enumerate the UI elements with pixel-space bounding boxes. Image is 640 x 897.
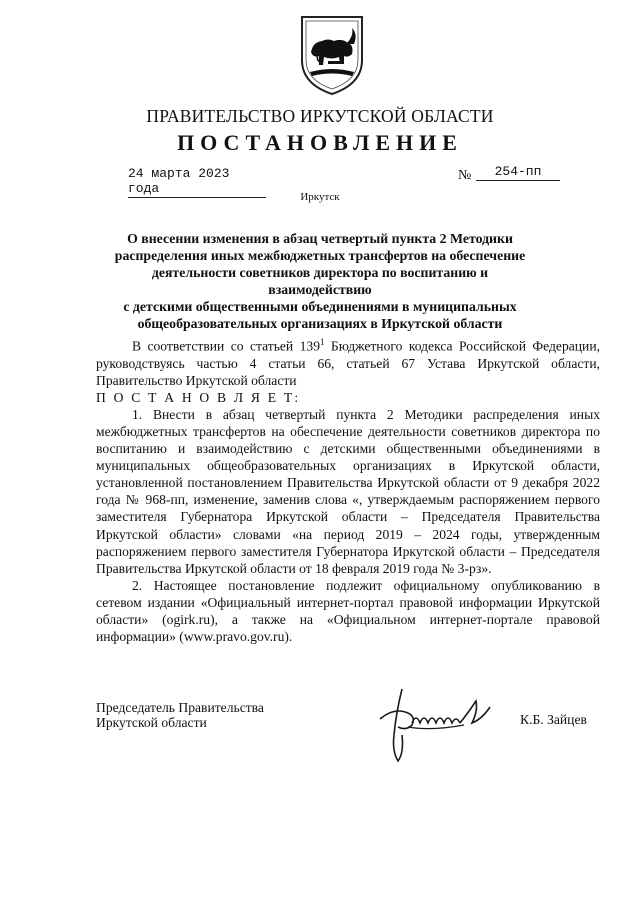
heading-line: общеобразовательных организациях в Иркутской области	[137, 316, 503, 331]
signatory-position	[96, 700, 264, 730]
preamble-paragraph	[96, 334, 600, 389]
position-line: Иркутской области	[96, 715, 207, 730]
item-1-paragraph: 1. Внести в абзац четвертый пункта 2 Методики распределения иных межбюджетных трансфертов на обеспечение деятельности советников директора по воспитанию и взаимодействию с детскими общественными объединениями в муниципальных общеобразовательных организациях в Иркутской области, установленной постановлением Правительства Иркутской области от 9 декабря 2022 года № 968-пп, изменение, заменив слова «, утверждаемым распоряжением первого заместителя Губернатора Иркутской области – Председателя Правительства Иркутской области» словами «на период 2019 – 2024 годы, утвержденным распоряжением первого заместителя Губернатора Иркутской области – Председателя Правительства Иркутской области от 18 февраля 2019 года № 3-рз».	[96, 406, 600, 576]
handwritten-signature	[372, 683, 502, 765]
document-city: Иркутск	[300, 191, 340, 203]
preamble-text-start: В соответствии со статьей 139	[132, 338, 321, 354]
document-body	[96, 334, 600, 645]
article-superscript: 1	[320, 337, 325, 347]
document-heading	[100, 230, 540, 332]
heading-line: О внесении изменения в абзац четвертый пункта 2 Методики	[127, 231, 513, 246]
position-line: Председатель Правительства	[96, 700, 264, 715]
heading-line: деятельности советников директора по воспитанию и взаимодействию	[151, 265, 489, 297]
number-sign: №	[458, 168, 472, 183]
heading-line: распределения иных межбюджетных трансфертов на обеспечение	[114, 248, 526, 263]
coat-of-arms-emblem	[298, 14, 366, 96]
document-type-title: ПОСТАНОВЛЕНИЕ	[177, 130, 463, 155]
document-date: 24 марта 2023 года	[128, 166, 266, 198]
resolves-word: П О С Т А Н О В Л Я Е Т:	[96, 389, 301, 405]
preamble-text-end: Бюджетного кодекса Российской Федерации, руководствуясь частью 4 статьи 66, статьей 67 Устава Иркутской области, Правительство Иркутской области	[96, 338, 600, 388]
signatory-name: К.Б. Зайцев	[520, 712, 587, 727]
document-number: 254-пп	[476, 164, 560, 181]
heading-line: с детскими общественными объединениями в муниципальных	[123, 299, 517, 314]
item-2-paragraph: 2. Настоящее постановление подлежит официальному опубликованию в сетевом издании «Официальный интернет-портал правовой информации Иркутской области» (ogirk.ru), а также на «Официальном интернет-портале правовой информации» (www.pravo.gov.ru).	[96, 577, 600, 645]
government-name: ПРАВИТЕЛЬСТВО ИРКУТСКОЙ ОБЛАСТИ	[146, 106, 494, 126]
